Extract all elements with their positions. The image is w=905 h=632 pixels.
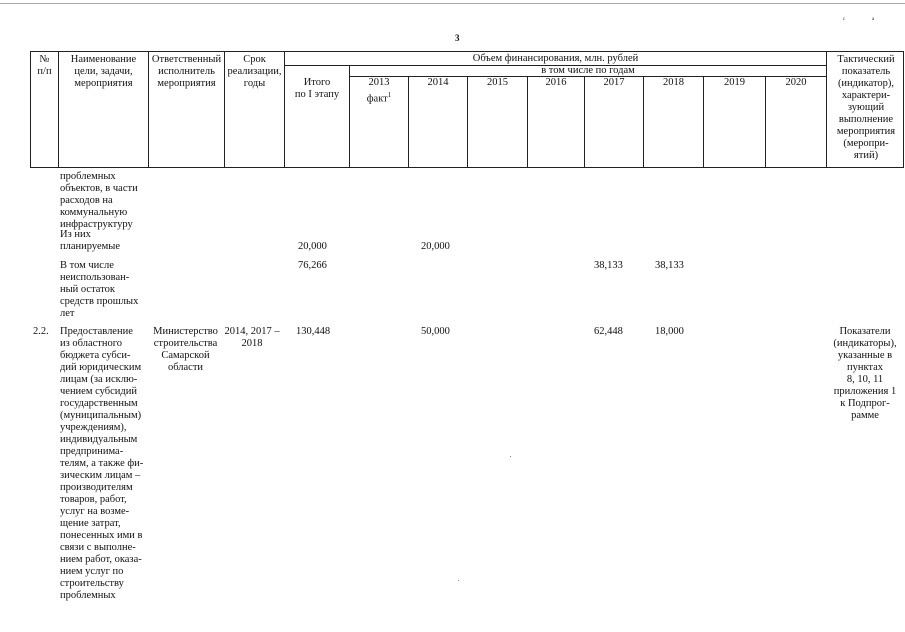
row-unused-label: В том числе неиспользован- ный остаток средств прошлых лет xyxy=(60,260,139,319)
header-2018: 2018 xyxy=(663,77,684,88)
header-term: Срок реализации, годы xyxy=(227,54,282,89)
row-2-2-2018: 18,000 xyxy=(655,326,684,337)
row-2-2-term: 2014, 2017 – 2018 xyxy=(224,326,280,349)
row-2-2-num: 2.2. xyxy=(33,326,49,337)
row-unused-2018: 38,133 xyxy=(655,260,684,271)
row-planned-total: 20,000 xyxy=(298,241,327,252)
header-2017: 2017 xyxy=(603,77,625,88)
row-planned-label: Из них планируемые xyxy=(60,229,121,252)
header-2014: 2014 xyxy=(427,77,449,88)
corner-mark: ᶜ xyxy=(843,15,846,24)
row-2-2-2017: 62,448 xyxy=(594,326,623,337)
header-name: Наименование цели, задачи, мероприятия xyxy=(70,54,137,89)
table-header xyxy=(30,51,904,168)
header-total: Итого по I этапу xyxy=(294,77,340,100)
header-num: № п/п xyxy=(37,54,52,77)
header-2013-fact: факт$^1$ xyxy=(366,91,392,105)
header-funding: Объем финансирования, млн. рублей xyxy=(472,53,639,64)
row-2-2-indicator: Показатели (индикаторы), указанные в пунктах 8, 10, 11 приложения 1 к Подпрог- рамме xyxy=(833,326,897,421)
header-2019: 2019 xyxy=(724,77,745,88)
scan-speck xyxy=(458,580,459,581)
row-unused-2017: 38,133 xyxy=(594,260,623,271)
header-2013: 2013 xyxy=(368,77,390,88)
header-2016: 2016 xyxy=(545,77,567,88)
header-executor: Ответственный исполнитель мероприятия xyxy=(151,54,222,89)
header-2015: 2015 xyxy=(487,77,508,88)
row-continued-name: проблемных объектов, в части расходов на коммунальную инфраструктуру xyxy=(60,171,138,230)
row-2-2-total: 130,448 xyxy=(296,326,331,337)
scan-edge-line xyxy=(0,3,905,4)
header-by-years: в том числе по годам xyxy=(541,65,635,76)
page-number: 3 xyxy=(455,33,460,43)
scan-speck xyxy=(510,456,511,457)
header-2020: 2020 xyxy=(785,77,807,88)
header-indicator: Тактический показатель (индикатор), характери- зующий выполнение мероприятия (меропри- ятий) xyxy=(836,54,896,161)
row-2-2-2014: 50,000 xyxy=(421,326,450,337)
row-planned-2014: 20,000 xyxy=(421,241,450,252)
row-2-2-name: Предоставление из областного бюджета субси- дий юридическим лицам (за исклю- чением субсидий государственным (муниципальным) учреждениям), индивидуальным предпринима- телям, а также фи- зическим лицам – производителям товаров, работ, услуг на возме- щение затрат, понесенных ими в связи с выполне- нием работ, оказа- нием услуг по строительству проблемных xyxy=(60,326,144,601)
row-unused-total: 76,266 xyxy=(298,260,327,271)
row-2-2-executor: Министерство строительства Самарской области xyxy=(153,326,218,373)
corner-mark: ᵃ xyxy=(872,15,875,24)
